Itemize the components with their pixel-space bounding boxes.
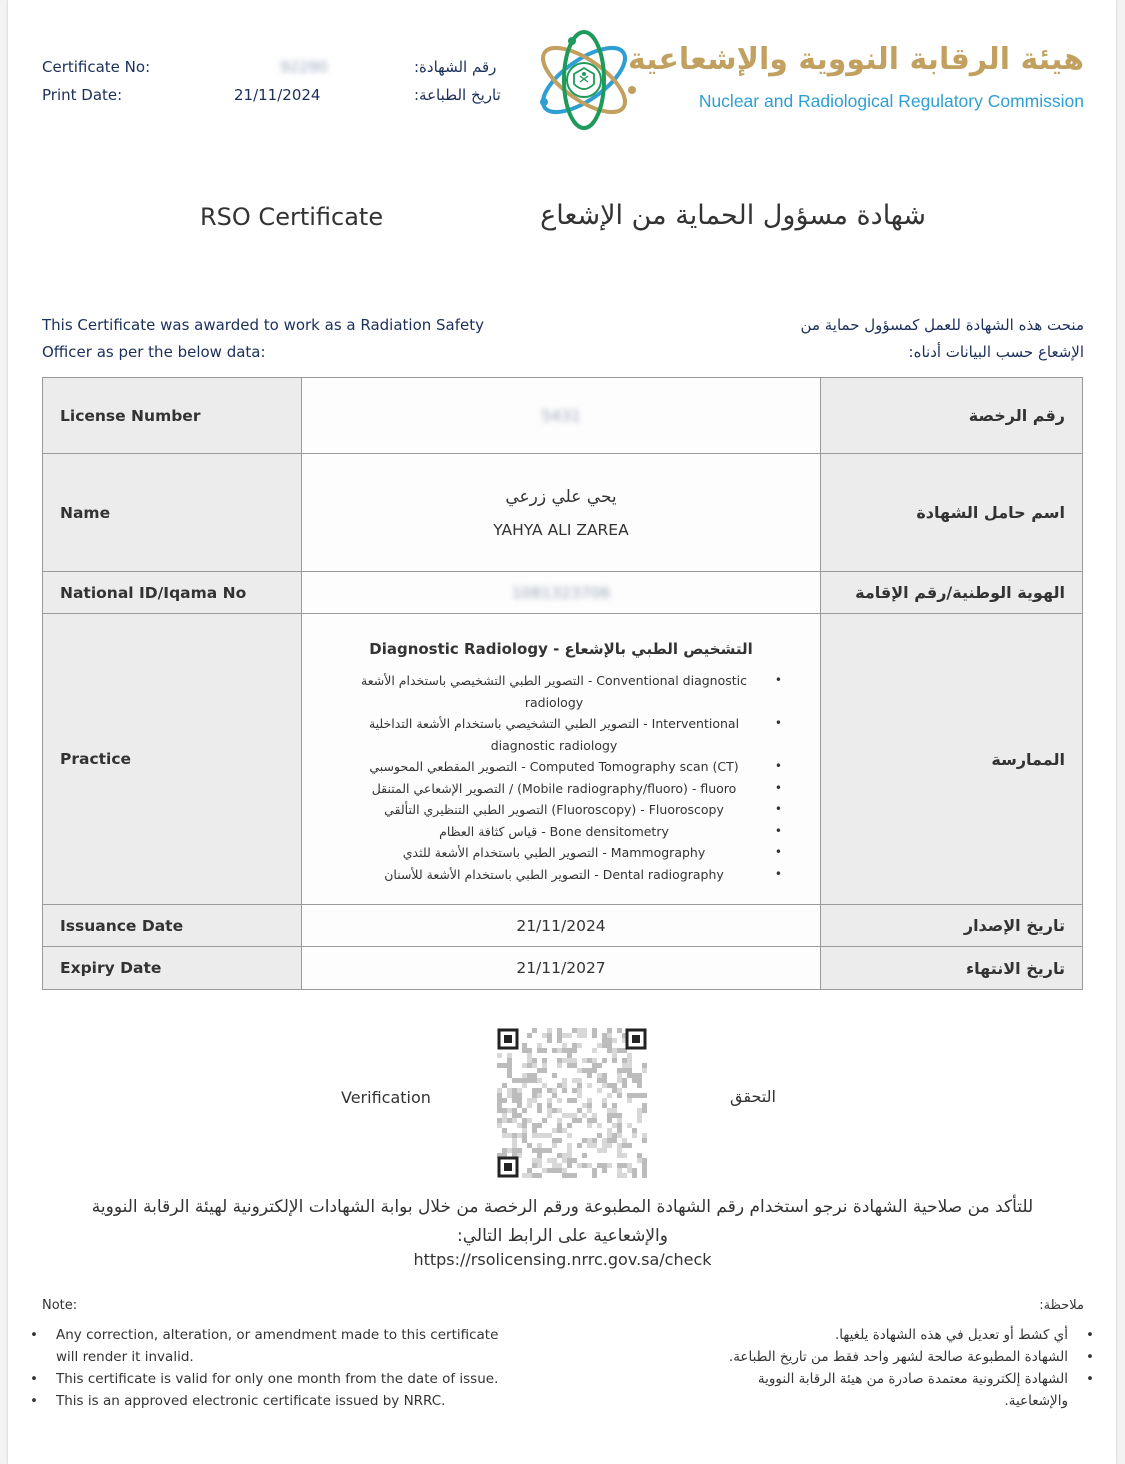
notes-list-en xyxy=(30,1324,510,1412)
issuance-label-en: Issuance Date xyxy=(43,905,302,947)
national-id-value: 1081323706 xyxy=(301,572,821,614)
national-id-label-ar: الهوية الوطنية/رقم الإقامة xyxy=(821,572,1083,614)
bullet-icon: • xyxy=(774,823,782,838)
intro-ar xyxy=(801,312,1084,366)
table-row-license xyxy=(43,378,1083,454)
table-row-issuance xyxy=(43,905,1083,947)
certificate-no-value: 92290 xyxy=(280,58,328,76)
intro-ar-line2: الإشعاع حسب البيانات أدناه: xyxy=(908,343,1084,361)
practice-list xyxy=(346,670,782,885)
license-label-en: License Number xyxy=(43,378,302,454)
org-name-ar: هيئة الرقابة النووية والإشعاعية xyxy=(627,42,1084,77)
bullet-icon: • xyxy=(30,1371,38,1387)
practice-item: • التصوير الطبي التشخيصي باستخدام الأشعة - Conventional diagnostic radiology xyxy=(346,670,776,713)
bullet-icon: • xyxy=(1086,1349,1094,1365)
practice-item: • التصوير الطبي التشخيصي باستخدام الأشعة التداخلية - Interventional diagnostic radiology xyxy=(346,713,776,756)
practice-item: • التصوير الطبي باستخدام الأشعة للثدي - Mammography xyxy=(346,842,776,864)
bullet-icon: • xyxy=(774,866,782,881)
note-item: • الشهادة المطبوعة صالحة لشهر واحد فقط من تاريخ الطباعة. xyxy=(694,1346,1094,1368)
practice-heading: التشخيص الطبي بالإشعاع - Diagnostic Radiology xyxy=(369,640,753,658)
bullet-icon: • xyxy=(774,845,782,859)
verification-instructions-ar xyxy=(42,1193,1083,1251)
issuance-label-ar: تاريخ الإصدار xyxy=(821,905,1083,947)
practice-item: • التصوير المقطعي المحوسبي - Computed Tomography scan (CT) xyxy=(346,756,776,778)
note-item: • Any correction, alteration, or amendment made to this certificate will render it invalid. xyxy=(30,1324,510,1368)
license-value: 5431 xyxy=(301,378,821,454)
expiry-label-ar: تاريخ الانتهاء xyxy=(821,947,1083,990)
intro-ar-line1: منحت هذه الشهادة للعمل كمسؤول حماية من xyxy=(800,316,1084,334)
bullet-icon: • xyxy=(774,780,782,795)
print-date-label-ar: تاريخ الطباعة: xyxy=(414,86,501,104)
bullet-icon: • xyxy=(30,1393,38,1409)
bullet-icon: • xyxy=(1086,1371,1094,1387)
practice-value xyxy=(301,614,821,905)
table-row-expiry xyxy=(43,947,1083,990)
national-id-label-en: National ID/Iqama No xyxy=(43,572,302,614)
table-row-national-id xyxy=(43,572,1083,614)
name-label-en: Name xyxy=(43,454,302,572)
bullet-icon: • xyxy=(1086,1327,1094,1343)
intro-en-line1: This Certificate was awarded to work as a Radiation Safety xyxy=(42,316,485,334)
notes-list-ar xyxy=(694,1324,1094,1412)
certificate-table xyxy=(42,377,1083,990)
practice-item: • قياس كثافة العظام - Bone densitometry xyxy=(346,821,776,843)
expiry-value: 21/11/2027 xyxy=(301,947,821,990)
bullet-icon: • xyxy=(774,716,782,730)
nrrc-logo-icon xyxy=(528,24,640,136)
expiry-label-en: Expiry Date xyxy=(43,947,302,990)
verification-label-en: Verification xyxy=(341,1088,431,1107)
note-item: • This certificate is valid for only one month from the date of issue. xyxy=(30,1368,510,1390)
note-title-en: Note: xyxy=(42,1298,78,1313)
bullet-icon: • xyxy=(774,759,782,773)
bullet-icon: • xyxy=(774,802,782,816)
name-value-ar: يحي علي زرعي xyxy=(505,486,617,507)
practice-label-ar: الممارسة xyxy=(821,614,1083,905)
practice-label-en: Practice xyxy=(43,614,302,905)
certificate-no-label: Certificate No: xyxy=(42,58,151,76)
practice-item: • التصوير الإشعاعي المتنقل / (Mobile radiography/fluoro) - fluoro xyxy=(346,778,776,800)
verification-instructions-line1: للتأكد من صلاحية الشهادة نرجو استخدام رقم الشهادة المطبوعة ورقم الرخصة من خلال بوابة الشهادات الإلكترونية لهيئة الرقابة النووية xyxy=(91,1197,1034,1217)
verification-label-ar: التحقق xyxy=(730,1087,776,1106)
note-title-ar: ملاحظة: xyxy=(1039,1298,1084,1313)
issuance-value: 21/11/2024 xyxy=(301,905,821,947)
note-item: • This is an approved electronic certificate issued by NRRC. xyxy=(30,1390,510,1412)
title-en: RSO Certificate xyxy=(200,203,384,231)
verification-qr-code-icon[interactable] xyxy=(497,1028,647,1178)
title-ar: شهادة مسؤول الحماية من الإشعاع xyxy=(540,200,926,231)
name-value xyxy=(301,454,821,572)
print-date-value: 21/11/2024 xyxy=(234,86,321,104)
license-label-ar: رقم الرخصة xyxy=(821,378,1083,454)
practice-item: • التصوير الطبي باستخدام الأشعة للأسنان - Dental radiography xyxy=(346,864,776,886)
intro-en-line2: Officer as per the below data: xyxy=(42,343,266,361)
certificate-no-label-ar: رقم الشهادة: xyxy=(414,58,497,76)
verification-url[interactable]: https://rsolicensing.nrrc.gov.sa/check xyxy=(413,1250,712,1269)
bullet-icon: • xyxy=(30,1327,38,1343)
print-date-label: Print Date: xyxy=(42,86,123,104)
intro-en xyxy=(42,312,484,366)
note-item: • الشهادة إلكترونية معتمدة صادرة من هيئة الرقابة النووية والإشعاعية. xyxy=(694,1368,1094,1412)
name-label-ar: اسم حامل الشهادة xyxy=(821,454,1083,572)
practice-item: • التصوير الطبي التنظيري التألقي (Fluoroscopy) - Fluoroscopy xyxy=(346,799,776,821)
table-row-practice xyxy=(43,614,1083,905)
bullet-icon: • xyxy=(774,673,782,687)
note-item: • أي كشط أو تعديل في هذه الشهادة يلغيها. xyxy=(694,1324,1094,1346)
table-row-name xyxy=(43,454,1083,572)
name-value-en: YAHYA ALI ZAREA xyxy=(493,520,629,539)
verification-instructions-line2: والإشعاعية على الرابط التالي: xyxy=(457,1226,668,1246)
certificate-page xyxy=(8,0,1116,1464)
org-name-en: Nuclear and Radiological Regulatory Commission xyxy=(698,91,1084,111)
